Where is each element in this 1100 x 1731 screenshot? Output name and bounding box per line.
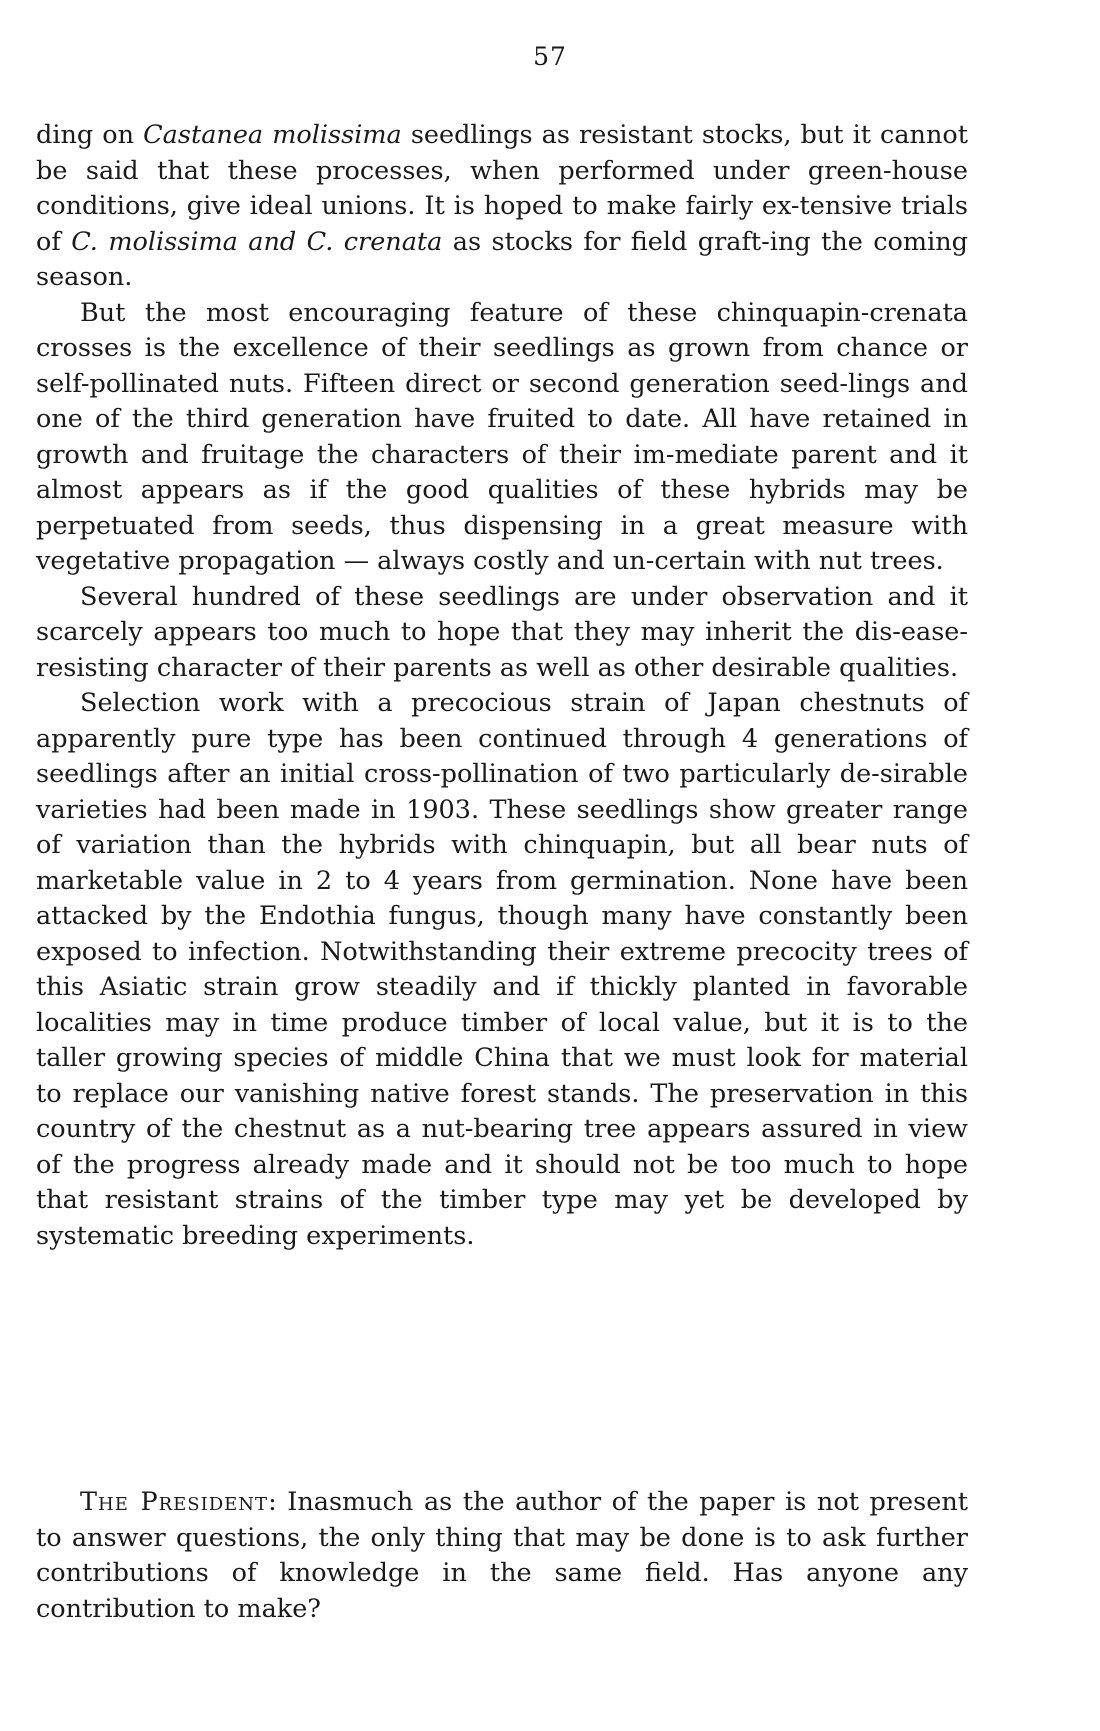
president-paragraph — [36, 1485, 968, 1627]
paragraph-1-text-c: as stocks for field graft-ing the coming season. — [36, 226, 968, 292]
speaker-separator: : — [268, 1487, 277, 1517]
page-number: 57 — [533, 42, 567, 71]
body-text — [36, 118, 968, 1254]
paragraph-4: Selection work with a precocious strain of Japan chestnuts of apparently pure type has been continued through 4 generations of seedlings after an initial cross-pollination of two particularly de-sirable varieties had been made in 1903. These seedlings show greater range of variation than the hybrids with chinquapin, but all bear nuts of marketable value in 2 to 4 years from germination. None have been attacked by the Endothia fungus, though many have constantly been exposed to infection. Notwithstanding their extreme precocity trees of this Asiatic strain grow steadily and if thickly planted in favorable localities may in time produce timber of local value, but it is to the taller growing species of middle China that we must look for material to replace our vanishing native forest stands. The preservation in this country of the chestnut as a nut-bearing tree appears assured in view of the progress already made and it should not be too much to hope that resistant strains of the timber type may yet be developed by systematic breeding experiments. — [36, 688, 968, 1251]
paragraph-1-italic-b: C. molissima and C. crenata — [71, 226, 443, 257]
paragraph-1-italic-a: Castanea molissima — [143, 120, 402, 150]
paragraph-1 — [36, 118, 968, 296]
president-remarks — [36, 1485, 968, 1627]
paragraph-3: Several hundred of these seedlings are under observation and it scarcely appears too much to hope that they may inherit the dis-ease-resisting character of their parents as well as other desirable qualities. — [36, 581, 968, 683]
president-text: Inasmuch as the author of the paper is not present to answer questions, the only thing that may be done is to ask further contributions of knowledge in the same field. Has anyone any contribution to make? — [36, 1487, 968, 1624]
speaker-name: The President — [80, 1487, 269, 1517]
paragraph-1-text-a: ding on — [36, 120, 144, 150]
paragraph-2: But the most encouraging feature of these chinquapin-crenata crosses is the excellence of their seedlings as grown from chance or self-pollinated nuts. Fifteen direct or second generation seed-lings and one of the third generation have fruited to date. All have retained in growth and fruitage the characters of their im-mediate parent and it almost appears as if the good qualities of these hybrids may be perpetuated from seeds, thus dispensing in a great measure with vegetative propagation — always costly and un-certain with nut trees. — [36, 297, 968, 576]
paragraph-1-text-b: seedlings as resistant stocks, but it cannot be said that these processes, when performed under green-house conditions, give ideal unions. It is hoped to make fairly ex-tensive trials of — [36, 120, 968, 257]
